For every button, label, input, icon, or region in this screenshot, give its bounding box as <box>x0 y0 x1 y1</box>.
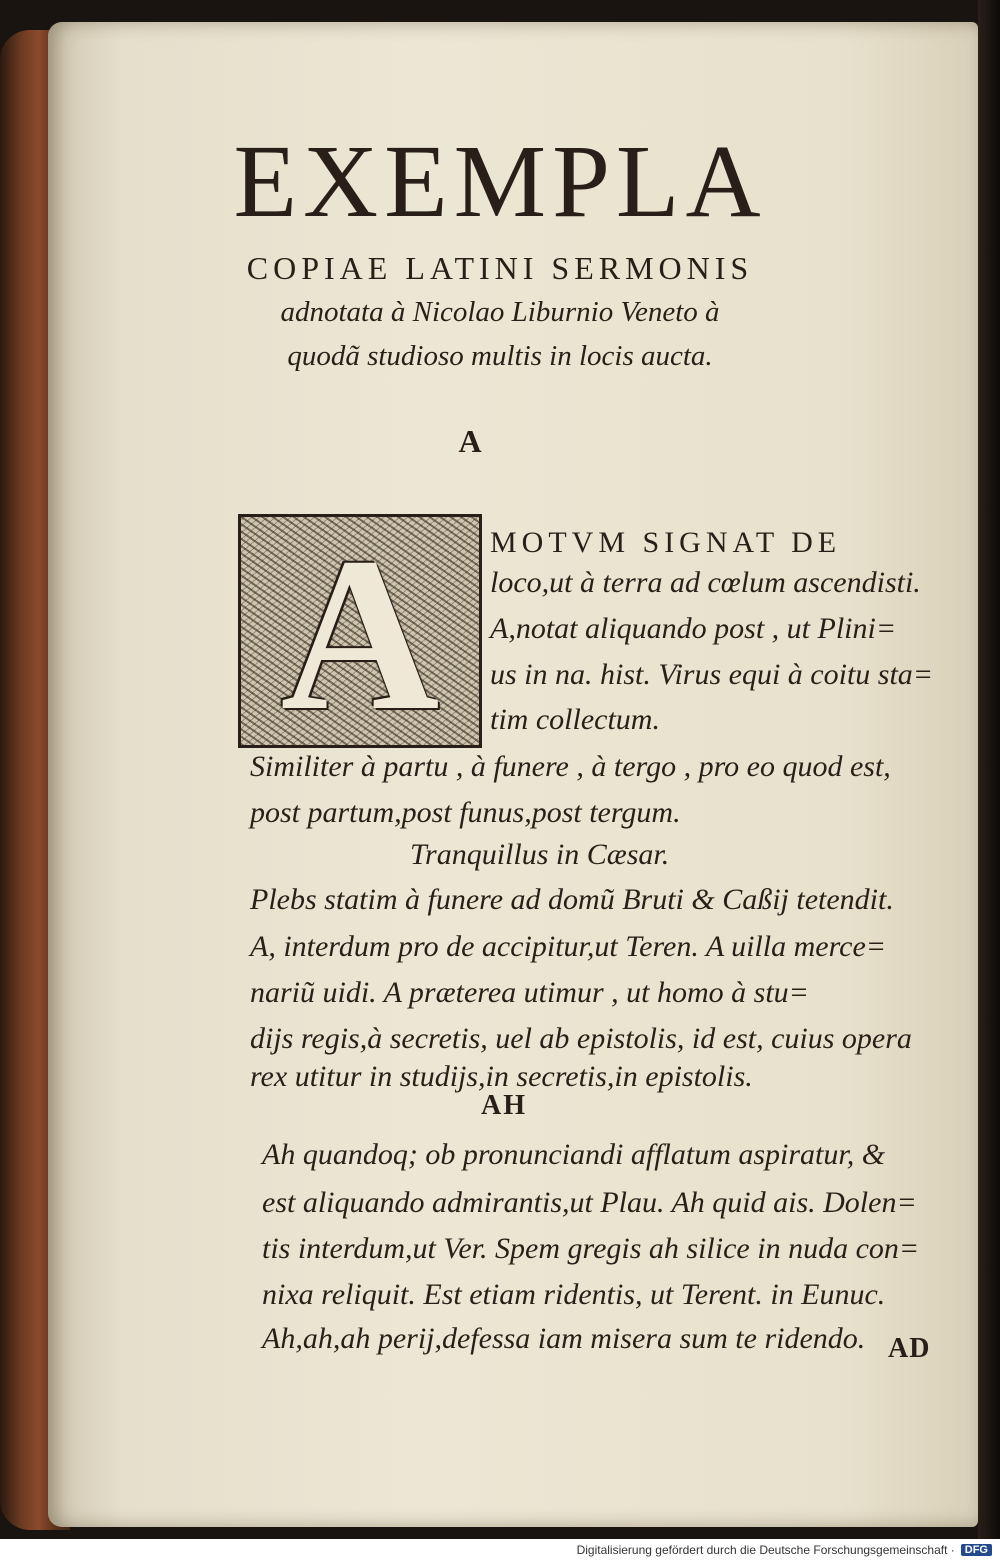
text-line: Tranquillus in Cæsar. <box>410 838 670 871</box>
subtitle-line-1: COPIAE LATINI SERMONIS <box>246 250 754 286</box>
text-line: est aliquando admirantis,ut Plau. Ah quid ais. Dolen= <box>262 1186 917 1219</box>
text-line: us in na. hist. Virus equi à coitu sta= <box>490 658 934 691</box>
text-line: MOTVM SIGNAT DE <box>490 526 842 559</box>
subtitle-line-2: adnotata à Nicolao Liburnio Veneto à <box>280 296 720 328</box>
text-line: post partum,post funus,post tergum. <box>250 796 681 829</box>
text-line: tis interdum,ut Ver. Spem gregis ah silice in nuda con= <box>262 1232 920 1265</box>
text-line: Plebs statim à funere ad domũ Bruti & Caßij tetendit. <box>250 883 894 916</box>
text-line: nariũ uidi. A præterea utimur , ut homo à stu= <box>250 976 809 1009</box>
section-heading-a: A <box>458 423 482 459</box>
text-line: Ah,ah,ah perij,defessa iam misera sum te ridendo. <box>262 1322 866 1355</box>
decorated-initial-image <box>238 512 482 756</box>
page-title: EXEMPLA <box>233 124 767 239</box>
subtitle-line-3: quodã studioso multis in locis aucta. <box>287 340 713 372</box>
text-line: dijs regis,à secretis, uel ab epistolis, id est, cuius opera <box>250 1022 912 1055</box>
decorated-initial-letter: A <box>280 512 440 756</box>
section-heading-ah: AH <box>481 1090 527 1121</box>
digitization-footer <box>0 1539 1000 1561</box>
text-line: A,notat aliquando post , ut Plini= <box>490 612 897 645</box>
text-line: rex utitur in studijs,in secretis,in epistolis. <box>250 1060 753 1093</box>
text-line: Ah quandoq; ob pronunciandi afflatum aspiratur, & <box>262 1138 886 1171</box>
dfg-logo: DFG <box>961 1544 992 1556</box>
text-line: A, interdum pro de accipitur,ut Teren. A uilla merce= <box>250 930 887 963</box>
text-line: tim collectum. <box>490 703 660 736</box>
text-line: Similiter à partu , à funere , à tergo , pro eo quod est, <box>250 750 891 783</box>
footer-text: Digitalisierung gefördert durch die Deutsche Forschungsgemeinschaft · <box>576 1543 955 1557</box>
catchword: AD <box>888 1333 931 1364</box>
text-line: loco,ut à terra ad cœlum ascendisti. <box>490 566 921 599</box>
text-line: nixa reliquit. Est etiam ridentis, ut Terent. in Eunuc. <box>262 1278 886 1311</box>
